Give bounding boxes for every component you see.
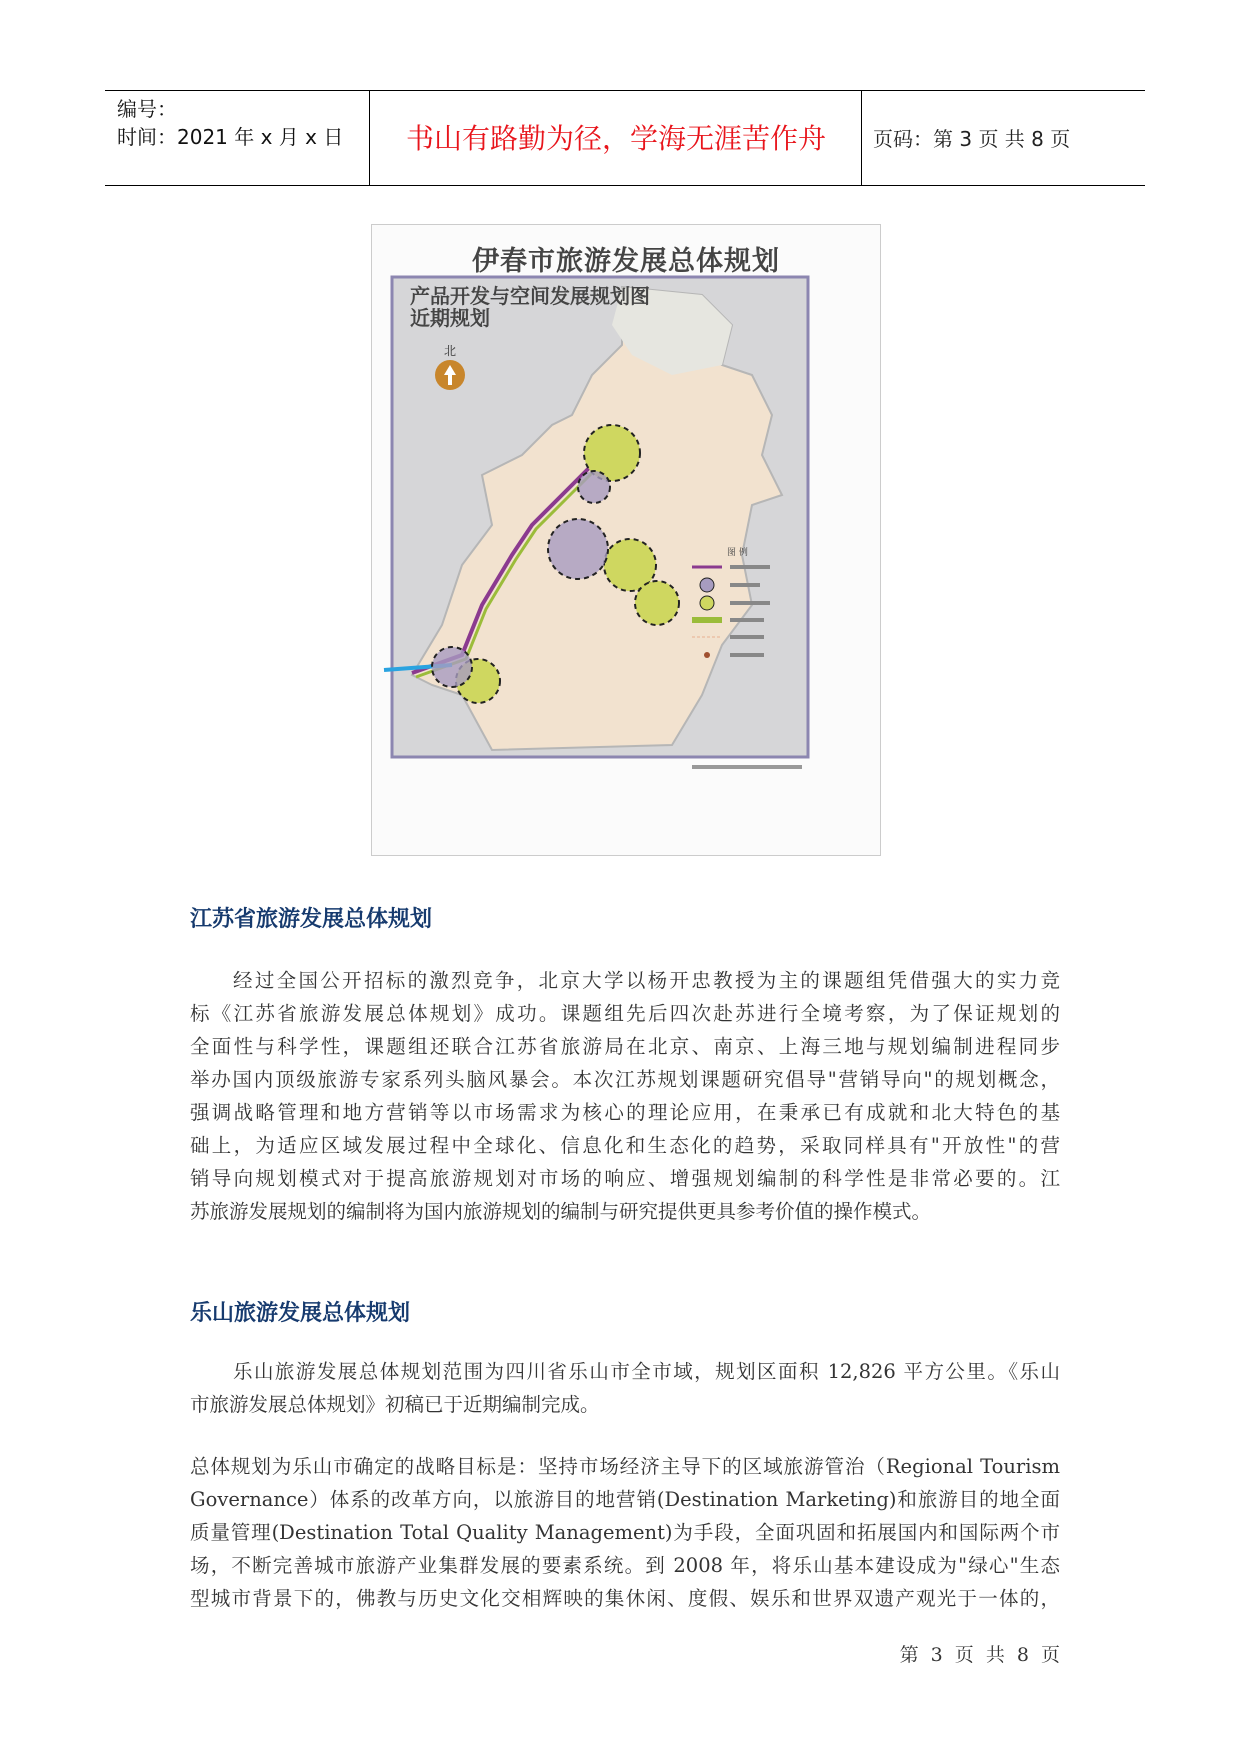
legend-dot — [704, 652, 710, 658]
section-title-leshan: 乐山旅游发展总体规划 — [190, 1301, 411, 1326]
divider — [861, 91, 862, 185]
section-body-leshan-p1: 乐山旅游发展总体规划范围为四川省乐山市全市域，规划区面积 12,826 平方公里。《乐山 市旅游发展总体规划》初稿已于近期编制完成。 — [190, 1360, 1060, 1416]
map-credit — [692, 765, 802, 769]
map-subtitle: 产品开发与空间发展规划图 近期规划 — [410, 284, 650, 330]
number-label: 编号： — [117, 97, 177, 121]
legend-zone — [700, 596, 714, 610]
header-page-info: 页码：第 3 页 共 8 页 — [873, 127, 1071, 151]
town-circle — [548, 519, 608, 579]
divider — [369, 91, 370, 185]
tourism-plan-map — [371, 224, 881, 856]
north-label: 北 — [443, 344, 457, 358]
town-circle — [578, 471, 610, 503]
section-body-leshan-p2: 总体规划为乐山市确定的战略目标是：坚持市场经济主导下的区域旅游管治（Regional Tourism Governance）体系的改革方向，以旅游目的地营销(Destination Marketing)和旅游目的地全面 质量管理(Destination Total Quality Management)为手段，全面巩固和拓展国内和国际两个市 场，不断完善城市旅游产业集群发展的要素系统。到 2008 年，将乐山基本建设成为"绿心"生态 型城市背景下的，佛教与历史文化交相辉映的集休闲、度假、娱乐和世界双遗产观光于一体的， — [190, 1455, 1060, 1610]
dev-zone-circle — [635, 581, 679, 625]
legend-belt — [692, 617, 722, 623]
page-footer: 第 3 页 共 8 页 — [899, 1644, 1060, 1666]
section-body-jiangsu: 经过全国公开招标的激烈竞争，北京大学以杨开忠教授为主的课题组凭借强大的实力竞 标《江苏省旅游发展总体规划》成功。课题组先后四次赴苏进行全境考察，为了保证规划的 全面性与科学性，课题组还联合江苏省旅游局在北京、南京、上海三地与规划编制进程同步 举办国内顶级旅游专家系列头脑风暴会。本次江苏规划课题研究倡导"营销导向"的规划概念， 强调战略管理和地方营销等以市场需求为核心的理论应用，在秉承已有成就和北大特色的基 础上，为适应区域发展过程中全球化、信息化和生态化的趋势，采取同样具有"开放性"的营 销导向规划模式对于提高旅游规划对市场的响应、增强规划编制的科学性是非常必要的。江 苏旅游发展规划的编制将为国内旅游规划的编制与研究提供更具参考价值的操作模式。 — [190, 969, 1060, 1223]
date-line: 时间：2021 年 x 月 x 日 — [117, 125, 344, 149]
section-title-jiangsu: 江苏省旅游发展总体规划 — [190, 907, 433, 932]
page-header — [105, 90, 1145, 186]
header-motto: 书山有路勤为径，学海无涯苦作舟 — [405, 122, 826, 155]
town-circle — [432, 647, 472, 687]
map-title: 伊春市旅游发展总体规划 — [472, 246, 780, 277]
legend-title: 图 例 — [727, 548, 748, 558]
header-meta — [117, 95, 343, 151]
legend-town — [700, 578, 714, 592]
